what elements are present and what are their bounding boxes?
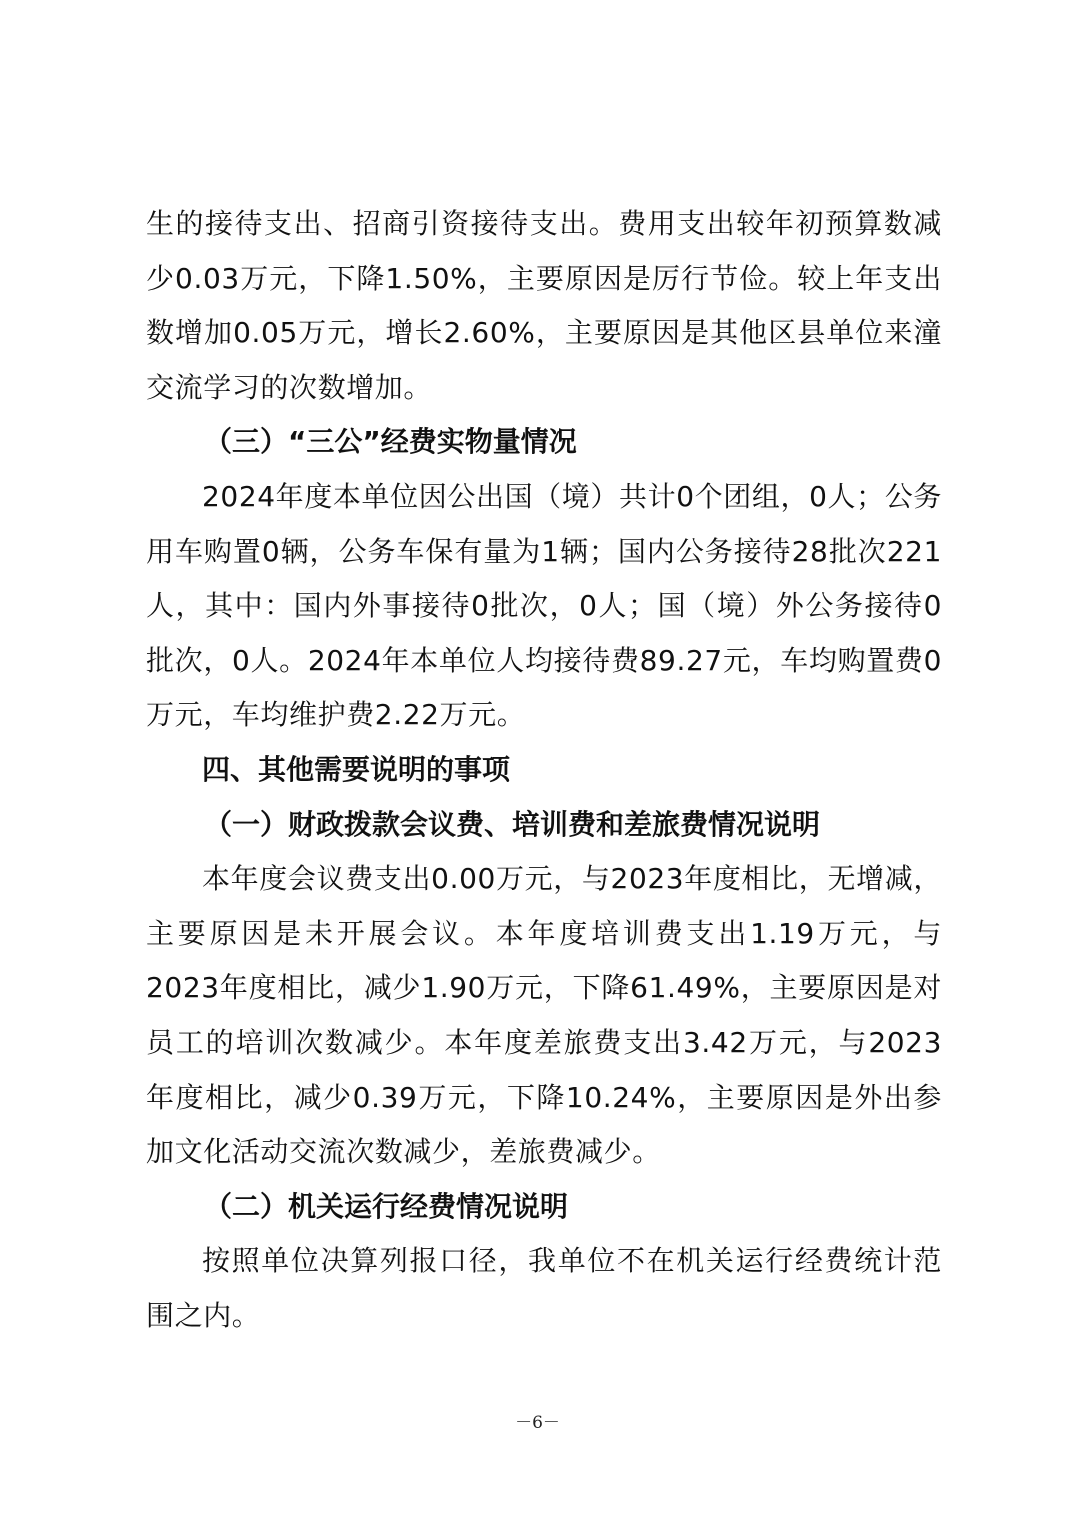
paragraph-operating-expenses: 按照单位决算列报口径，我单位不在机关运行经费统计范围之内。 xyxy=(146,1244,942,1332)
paragraph-physical-quantities: 2024年度本单位因公出国（境）共计0个团组，0人；公务用车购置0辆，公务车保有量为1辆；国内公务接待28批次221人，其中：国内外事接待0批次，0人；国（境）外公务接待0批次，0人。2024年本单位人均接待费89.27元，车均购置费0万元，车均维护费2.22万元。 xyxy=(146,479,942,732)
heading-meeting-training-travel: （一）财政拨款会议费、培训费和差旅费情况说明 xyxy=(204,807,821,841)
page-number: －6－ xyxy=(515,1413,560,1433)
paragraph-meeting-training-travel: 本年度会议费支出0.00万元，与2023年度相比，无增减，主要原因是未开展会议。本年度培训费支出1.19万元，与2023年度相比，减少1.90万元，下降61.49%，主要原因是对员工的培训次数减少。本年度差旅费支出3.42万元，与2023年度相比，减少0.39万元，下降10.24%，主要原因是外出参加文化活动交流次数减少，差旅费减少。 xyxy=(146,862,942,1169)
heading-three-public-physical: （三）“三公”经费实物量情况 xyxy=(204,425,577,459)
document-body xyxy=(146,197,942,1343)
heading-operating-expenses: （二）机关运行经费情况说明 xyxy=(204,1189,569,1223)
heading-other-matters: 四、其他需要说明的事项 xyxy=(202,752,511,786)
paragraph-reception-expense: 生的接待支出、招商引资接待支出。费用支出较年初预算数减少0.03万元，下降1.50%，主要原因是厉行节俭。较上年支出数增加0.05万元，增长2.60%，主要原因是其他区县单位来潼交流学习的次数增加。 xyxy=(146,207,942,404)
